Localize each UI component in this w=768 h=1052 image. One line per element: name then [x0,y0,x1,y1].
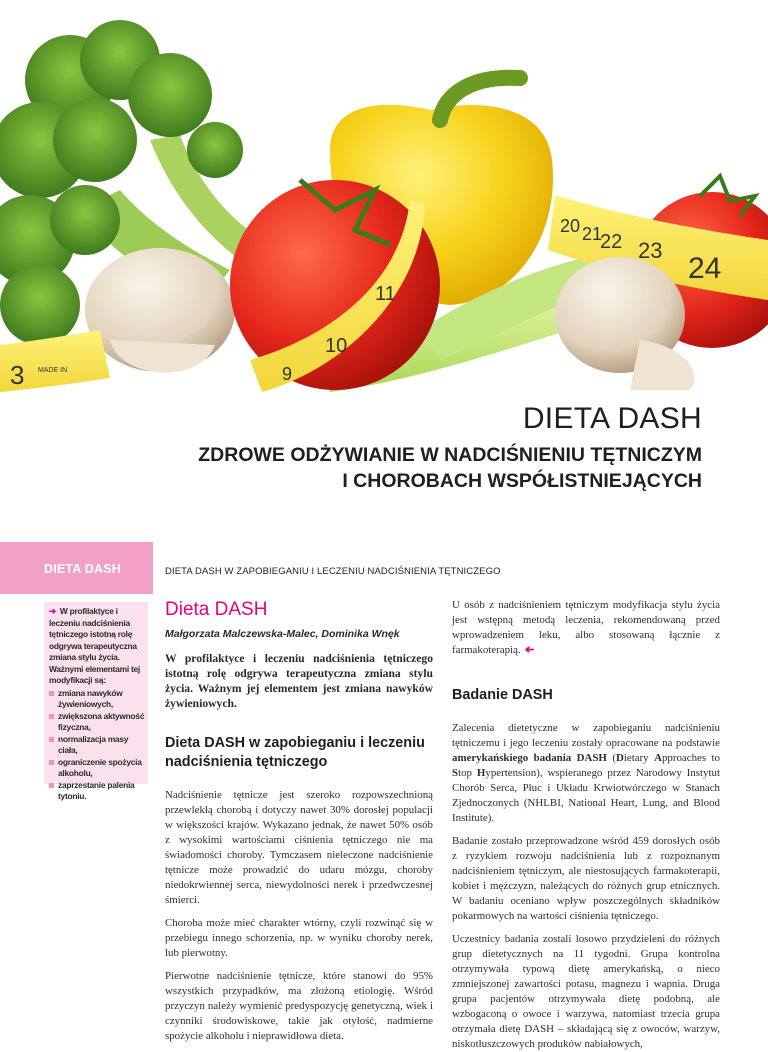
text-run-bold: amerykańskiego badania DASH [452,752,607,764]
paragraph: Uczestnicy badania zostali losowo przydzieleni do różnych grup dietetycznych na 11 tygodni. Grupa kontrolna otrzymywała typową dietę amerykańską, o nieco zmniejszonej zawartości potasu, magnezu i wapnia. Druga grupa pacjentów otrzymywała dietę podobną, ale wzbogaconą o owoce i warzywa, natomiast trzecia grupa otrzymała dietę DASH – składającą się z owoców, warzyw, niskotłuszczowych produków nabiałowych, [452,933,720,1050]
paragraph: Badanie zostało przeprowadzone wśród 459 dorosłych osób z ryzykiem rozwoju nadciśnienia lub z rozpoznanym nadciśnieniem tętniczym, ale niestosujących farmakoterapii, kobiet i mężczyzn, należących do różnych grup etnicznych. W badaniu oceniano wpływ poszczególnych składników pokarmowych na wartości ciśnienia tętniczego. [452,835,720,922]
text-run-bold: S [452,767,459,779]
text-run-bold: H [476,767,486,779]
article-title: Dieta DASH [165,599,268,620]
list-item [44,734,146,757]
text-run: ypertension [485,767,537,779]
section-tag [0,542,153,594]
text-run: ( [606,752,616,764]
square-bullet-icon [49,691,54,696]
article-column-2 [452,598,720,1052]
section-tag-label: DIETA DASH [44,562,121,576]
list-item [44,711,146,734]
list-item [44,688,146,711]
paragraph: Pierwotne nadciśnienie tętnicze, które stanowi do 95% wszystkich przypadków, ma złożoną etiologię. Wśród przyczyn należy wymienić predyspozycję genetyczną, wiek i czynniki środowiskowe, takie jak otyłość, nadmierne spożycie alkoholu i nieprawidłowa dieta. [165,970,433,1042]
tape-mark: 23 [638,238,663,263]
tape-mark: 11 [375,283,396,305]
square-bullet-icon [49,714,54,719]
list-item [44,780,146,803]
page-subtitle [82,442,702,494]
tape-mark: 24 [688,252,722,285]
subtitle-line: I CHOROBACH WSPÓŁISTNIEJĄCYCH [342,470,702,492]
tape-mark: 3 [10,360,25,390]
paragraph: Nadciśnienie tętnicze jest szeroko rozpowszechnioną przewlekłą chorobą i dotyczy nawet 30% dorosłej populacji w większości krajów. Wykazano jednak, że nawet 50% osób z wysokimi wartościami ciśnienia tętniczego nie ma świadomości choroby. Tymczasem nieleczone nadciśnienie tętnicze może prowadzić do udaru mózgu, choroby niedokrwiennej serca, niewydolności nerek i przedwczesnej śmierci. [165,789,433,906]
subtitle-line: ZDROWE ODŻYWIANIE W NADCIŚNIENIU TĘTNICZYM [198,444,702,466]
list-item-text: zaprzestanie palenia tytoniu. [58,779,135,801]
text-run: Zalecenia dietetyczne w zapobieganiu nadciśnieniu tętniczemu i jego leczeniu zostały opracowane na podstawie [452,722,720,749]
list-item [44,757,146,780]
paragraph [452,598,720,658]
mushroom-left-shape [85,248,235,373]
tape-mark: 21 [582,224,603,244]
text-run: top [458,767,477,779]
sidebar-box [44,602,148,801]
tape-mark: 20 [560,216,581,236]
running-head: DIETA DASH W ZAPOBIEGANIU I LECZENIU NADCIŚNIENIA TĘTNICZEGO [165,566,501,577]
page-title: DIETA DASH [522,402,702,435]
text-run: pproaches to [661,752,720,764]
list-item-text: zmiana nawyków żywieniowych, [58,687,123,709]
text-run-bold: A [654,752,662,764]
list-item-text: ograniczenie spożycia alkoholu, [58,756,142,778]
tape-mark: 9 [282,364,293,384]
square-bullet-icon [49,737,54,742]
section-heading: Dieta DASH w zapobieganiu i leczeniu nadciśnienia tętniczego [165,735,425,770]
list-item-text: zwiększona aktywność fizyczna, [58,710,145,732]
arrow-left-icon: ➔ [524,644,534,656]
tape-mark: 22 [600,231,623,253]
text-run: ), wspieranego przez Narodowy Instytut Chorób Serca, Płuc i Układu Krwiotwórczego w Stanach Zjednoczonych (NHLBI, National Heart, Lung, and Blood Institute). [452,767,721,824]
square-bullet-icon [49,760,54,765]
tape-mark: MADE IN [38,367,68,374]
article-column-1 [165,598,433,1044]
article-authors: Małgorzata Malczewska-Malec, Dominika Wnęk [165,628,400,640]
text-run: ietary [623,752,655,764]
list-item-text: normalizacja masy ciała, [58,733,129,755]
tape-mark: 10 [325,335,348,357]
article-lead: W profilaktyce i leczeniu nadciśnienia tętniczego istotną rolę odgrywa terapeutyczna zmiana stylu życia. Ważnym jej elementem jest zmiana nawyków żywieniowych. [165,652,433,710]
section-heading: Badanie DASH [452,687,553,703]
arrow-right-icon: ➔ [49,606,56,616]
hero-illustration [0,0,768,392]
text-run-bold: D [615,752,624,764]
square-bullet-icon [49,783,54,788]
sidebar-intro-text: W profilaktyce i leczeniu nadciśnienia tętniczego istotną rolę odgrywa terapeutyczna zmiana stylu życia. Ważnymi elementami tej modyfikacji są: [49,606,140,685]
sidebar-list [44,688,146,803]
paragraph-text: U osób z nadciśnieniem tętniczym modyfikacja stylu życia jest wstępną metodą leczenia, rekomendowaną przed wprowadzeniem leku, albo stosowaną łącznie z farmakoterapią. [452,599,720,656]
vegetables-photo [0,0,768,392]
measuring-tape-left [0,330,110,392]
paragraph: Choroba może mieć charakter wtórny, czyli rozwinąć się w przebiegu innego schorzenia, np. w wyniku choroby nerek, lub pierwotny. [165,917,433,959]
sidebar-intro [49,606,144,687]
paragraph [452,721,720,826]
